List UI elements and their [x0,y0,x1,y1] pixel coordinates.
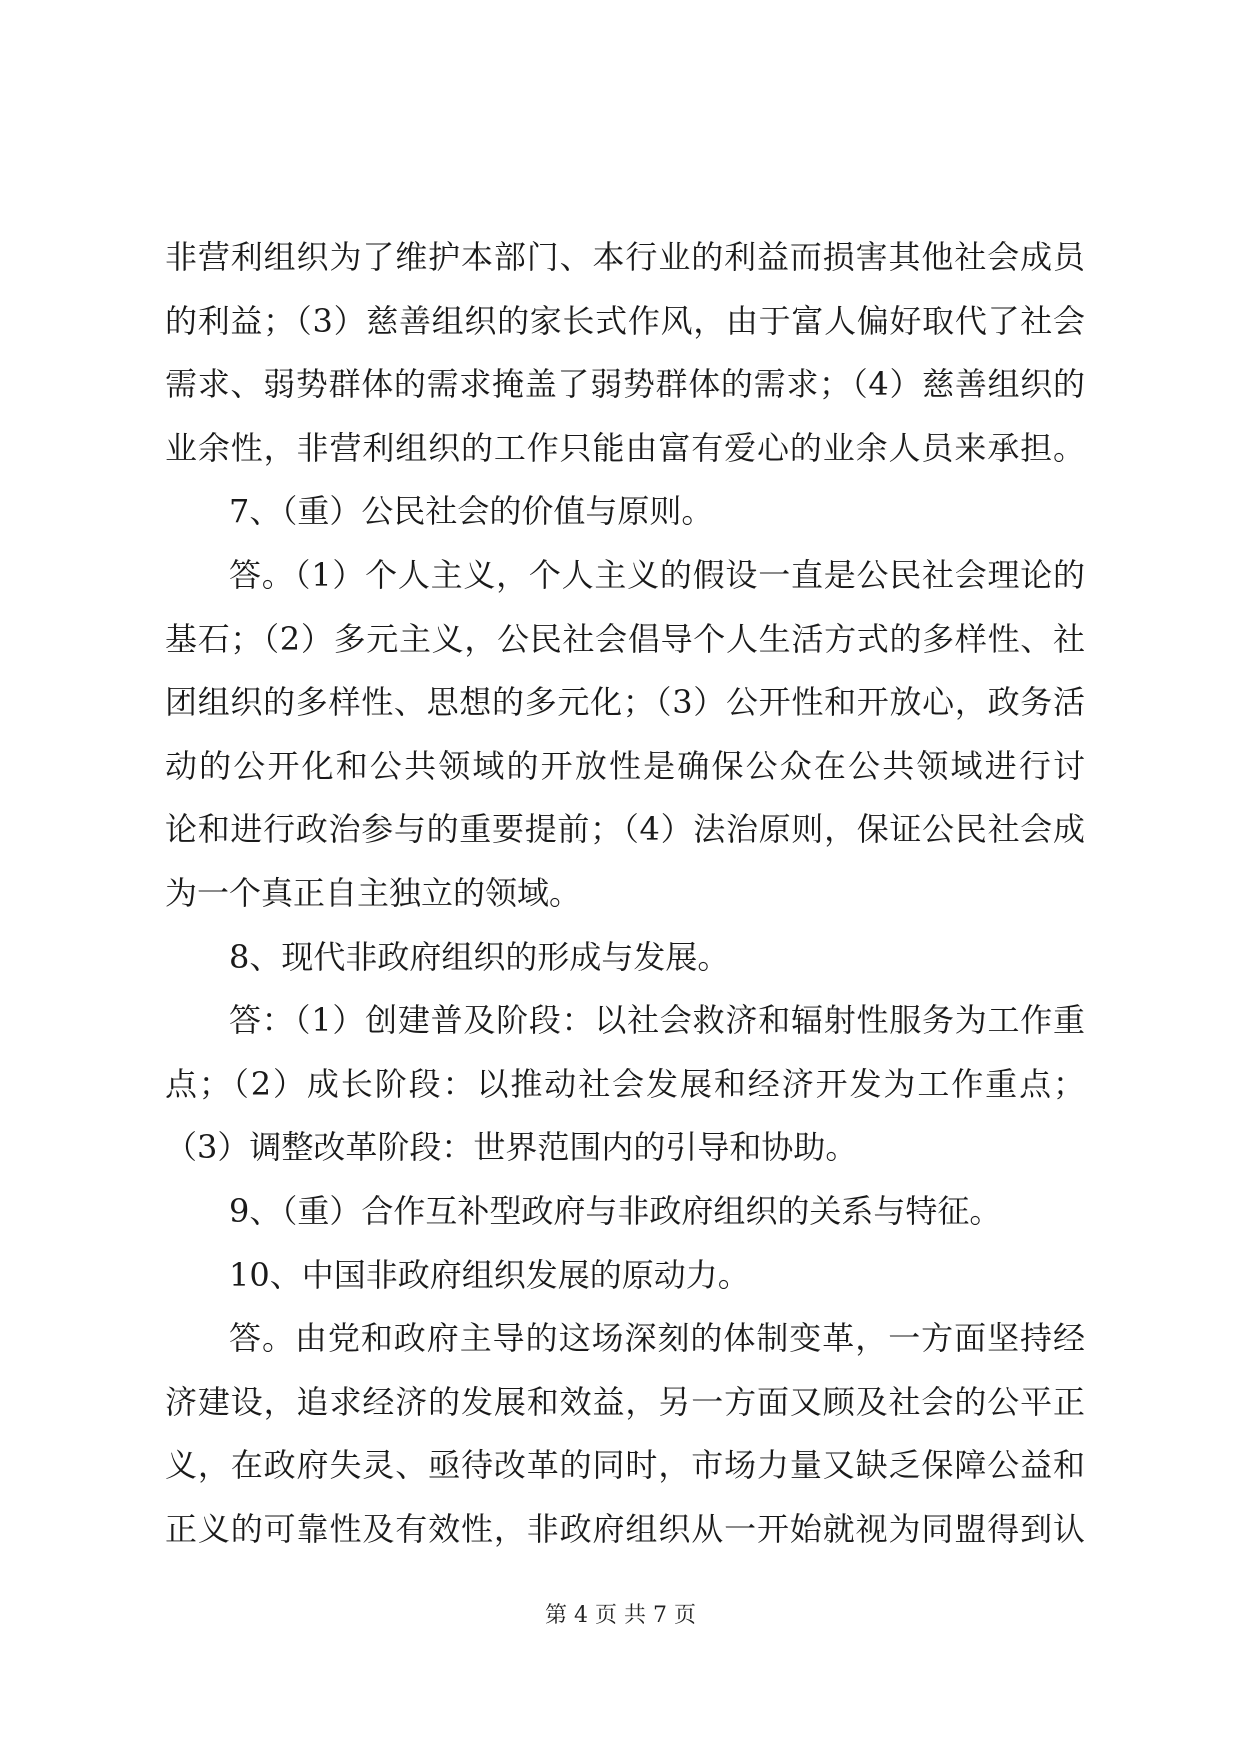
document-body [165,226,1085,1561]
text-line: 答。（1）个人主义，个人主义的假设一直是公民社会理论的 [229,555,1085,594]
question-heading: 8、现代非政府组织的形成与发展。 [229,937,730,976]
text-line: 义，在政府失灵、亟待改革的同时，市场力量又缺乏保障公益和 [165,1446,1085,1485]
text-line: 正义的可靠性及有效性，非政府组织从一开始就视为同盟得到认 [165,1509,1085,1548]
question-heading: 10、中国非政府组织发展的原动力。 [229,1255,750,1294]
text-line: 业余性，非营利组织的工作只能由富有爱心的业余人员来承担。 [165,428,1085,467]
text-line: 需求、弱势群体的需求掩盖了弱势群体的需求；（4）慈善组织的 [165,365,1085,404]
text-line: 团组织的多样性、思想的多元化；（3）公开性和开放心，政务活 [165,683,1085,722]
text-line: 论和进行政治参与的重要提前；（4）法治原则，保证公民社会成 [165,810,1085,849]
text-line: 济建设，追求经济的发展和效益，另一方面又顾及社会的公平正 [165,1382,1085,1421]
text-line: 动的公开化和公共领域的开放性是确保公众在公共领域进行讨 [165,746,1085,785]
text-line: 基石；（2）多元主义，公民社会倡导个人生活方式的多样性、社 [165,619,1085,658]
text-line: 的利益；（3）慈善组织的家长式作风，由于富人偏好取代了社会 [165,301,1085,340]
text-line: 点；（2）成长阶段：以推动社会发展和经济开发为工作重点； [165,1064,1085,1103]
text-line: 答：（1）创建普及阶段：以社会救济和辐射性服务为工作重 [229,1001,1085,1040]
question-heading: 7、（重）公民社会的价值与原则。 [229,492,714,531]
page-number-footer: 第 4 页 共 7 页 [545,1603,696,1628]
question-heading: 9、（重）合作互补型政府与非政府组织的关系与特征。 [229,1191,1002,1230]
text-line: 答。由党和政府主导的这场深刻的体制变革，一方面坚持经 [229,1319,1085,1358]
text-line: 非营利组织为了维护本部门、本行业的利益而损害其他社会成员 [165,238,1085,276]
text-line: 为一个真正自主独立的领域。 [165,873,582,912]
text-line: （3）调整改革阶段：世界范围内的引导和协助。 [165,1128,858,1167]
